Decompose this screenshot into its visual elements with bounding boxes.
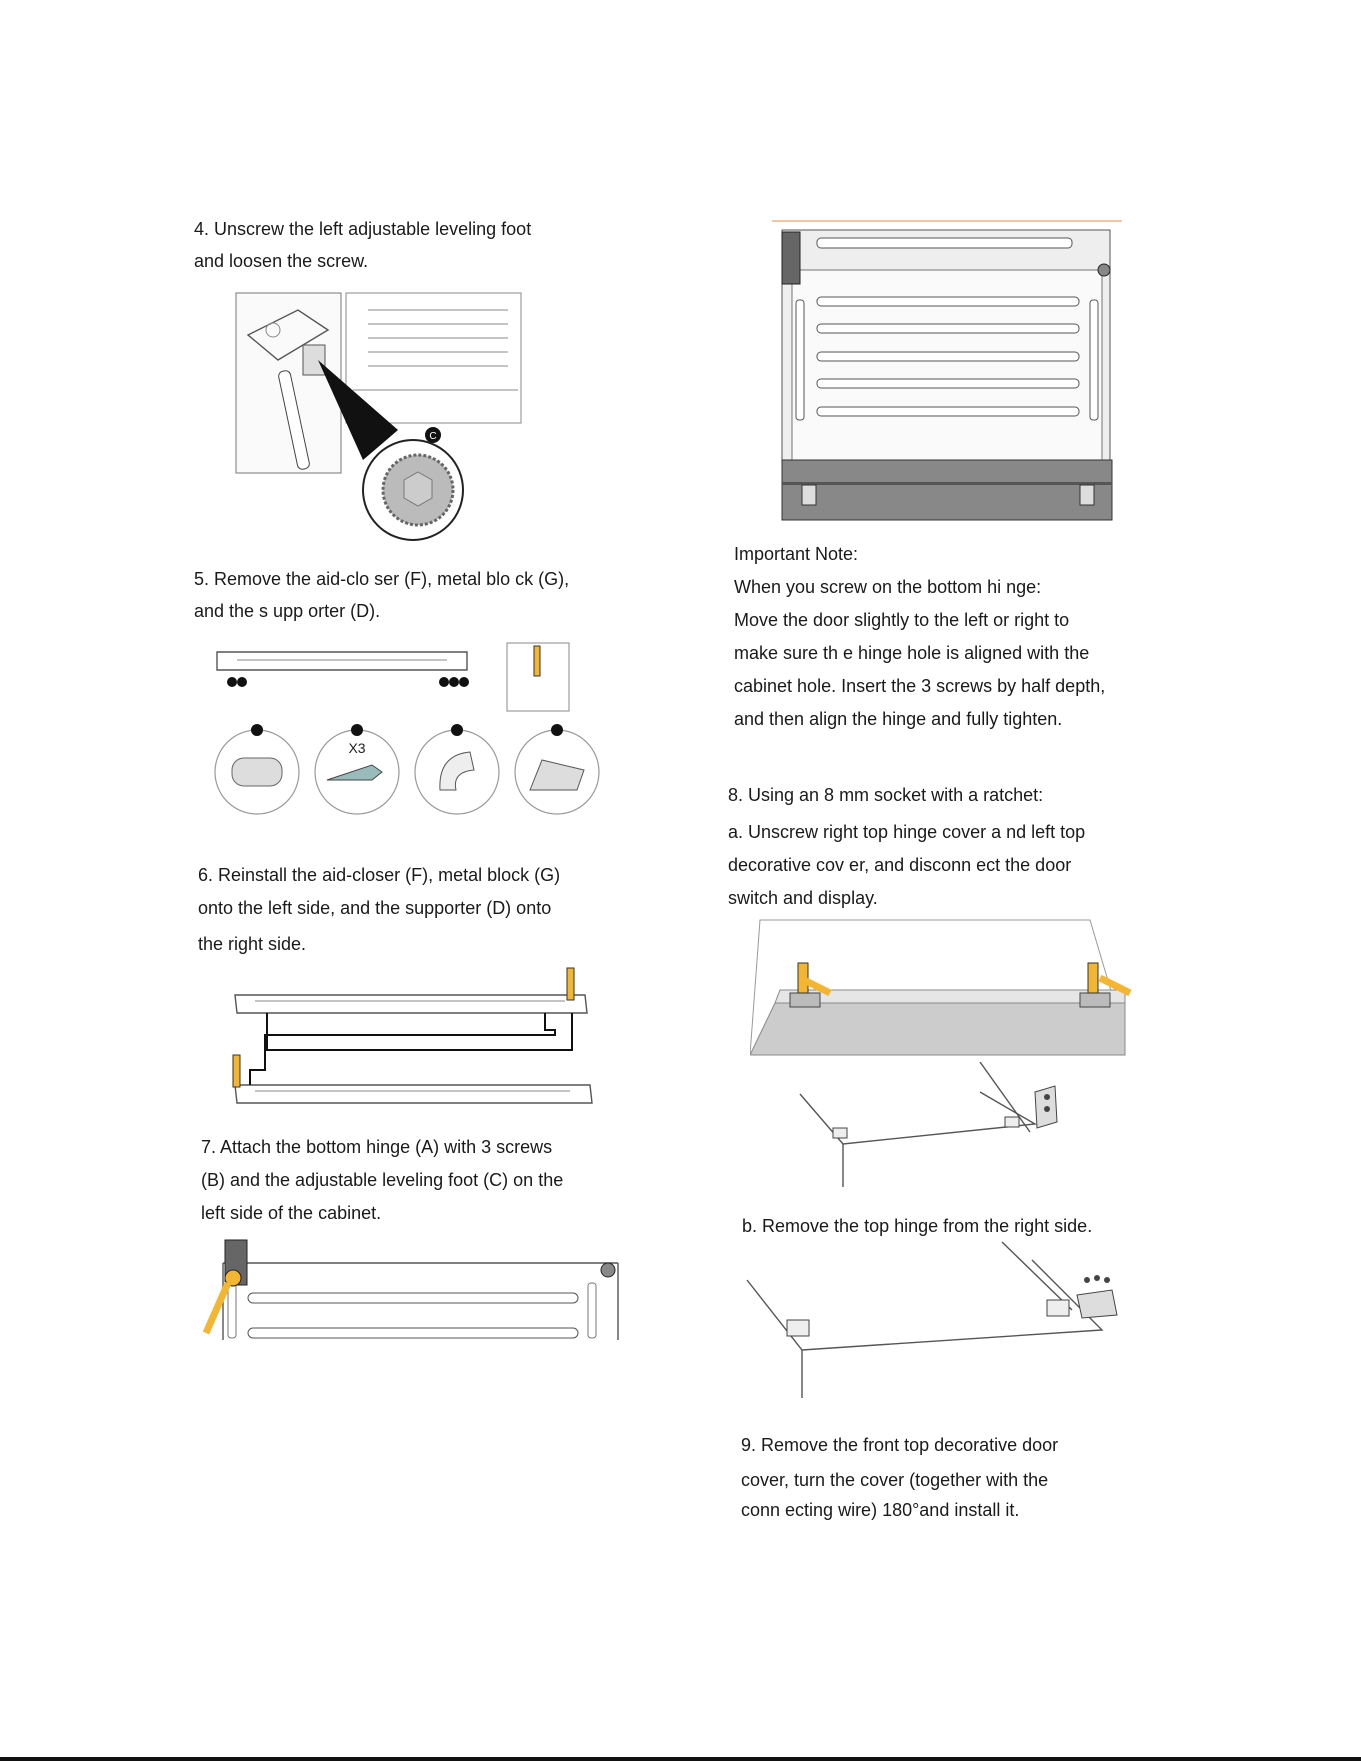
note-line4: cabinet hole. Insert the 3 screws by half depth, [734,676,1106,696]
step6-line1: 6. Reinstall the aid-closer (F), metal block (G) [198,865,561,885]
step7-figure [203,1238,625,1340]
step8-line1: 8. Using an 8 mm socket with a ratchet: [728,785,1044,805]
step7-line3: left side of the cabinet. [201,1203,382,1223]
step8a-figure [750,918,1140,1058]
step4-figure [228,290,528,545]
step6-line2: onto the left side, and the supporter (D) onto [198,898,552,918]
step4-line1: 4. Unscrew the left adjustable leveling foot [194,219,532,239]
step8-line4: switch and display. [728,888,878,908]
note-line2: Move the door slightly to the left or right to [734,610,1070,630]
step7-line2: (B) and the adjustable leveling foot (C) on the [201,1170,564,1190]
step8b-figure [742,1240,1122,1400]
note-title: Important Note: [734,544,859,564]
step9-line1: 9. Remove the front top decorative door [741,1435,1059,1455]
step5-line2: and the s upp orter (D). [194,601,381,621]
part-e-qty: X3 [348,740,366,756]
step8-line2: a. Unscrew right top hinge cover a nd left top [728,822,1086,842]
step9-line3: conn ecting wire) 180°and install it. [741,1500,1020,1520]
step8b-line: b. Remove the top hinge from the right side. [742,1216,1093,1236]
step4-line2: and loosen the screw. [194,251,369,271]
callout-c: C [429,431,437,442]
step7-line1: 7. Attach the bottom hinge (A) with 3 screws [201,1137,553,1157]
note-line3: make sure th e hinge hole is aligned with the [734,643,1090,663]
step8-line3: decorative cov er, and disconn ect the door [728,855,1072,875]
step5-line1: 5. Remove the aid-clo ser (F), metal blo ck (G), [194,569,570,589]
note-line1: When you screw on the bottom hi nge: [734,577,1042,597]
step6-figure [225,965,595,1113]
step6-line3: the right side. [198,934,307,954]
step9-line2: cover, turn the cover (together with the [741,1470,1049,1490]
note-line5: and then align the hinge and fully tighten. [734,709,1063,729]
bottom-hinge-figure [772,220,1122,525]
bottom-rule [0,1757,1361,1761]
step8a-hinge-figure [795,1062,1095,1190]
step5-figure [212,640,604,820]
